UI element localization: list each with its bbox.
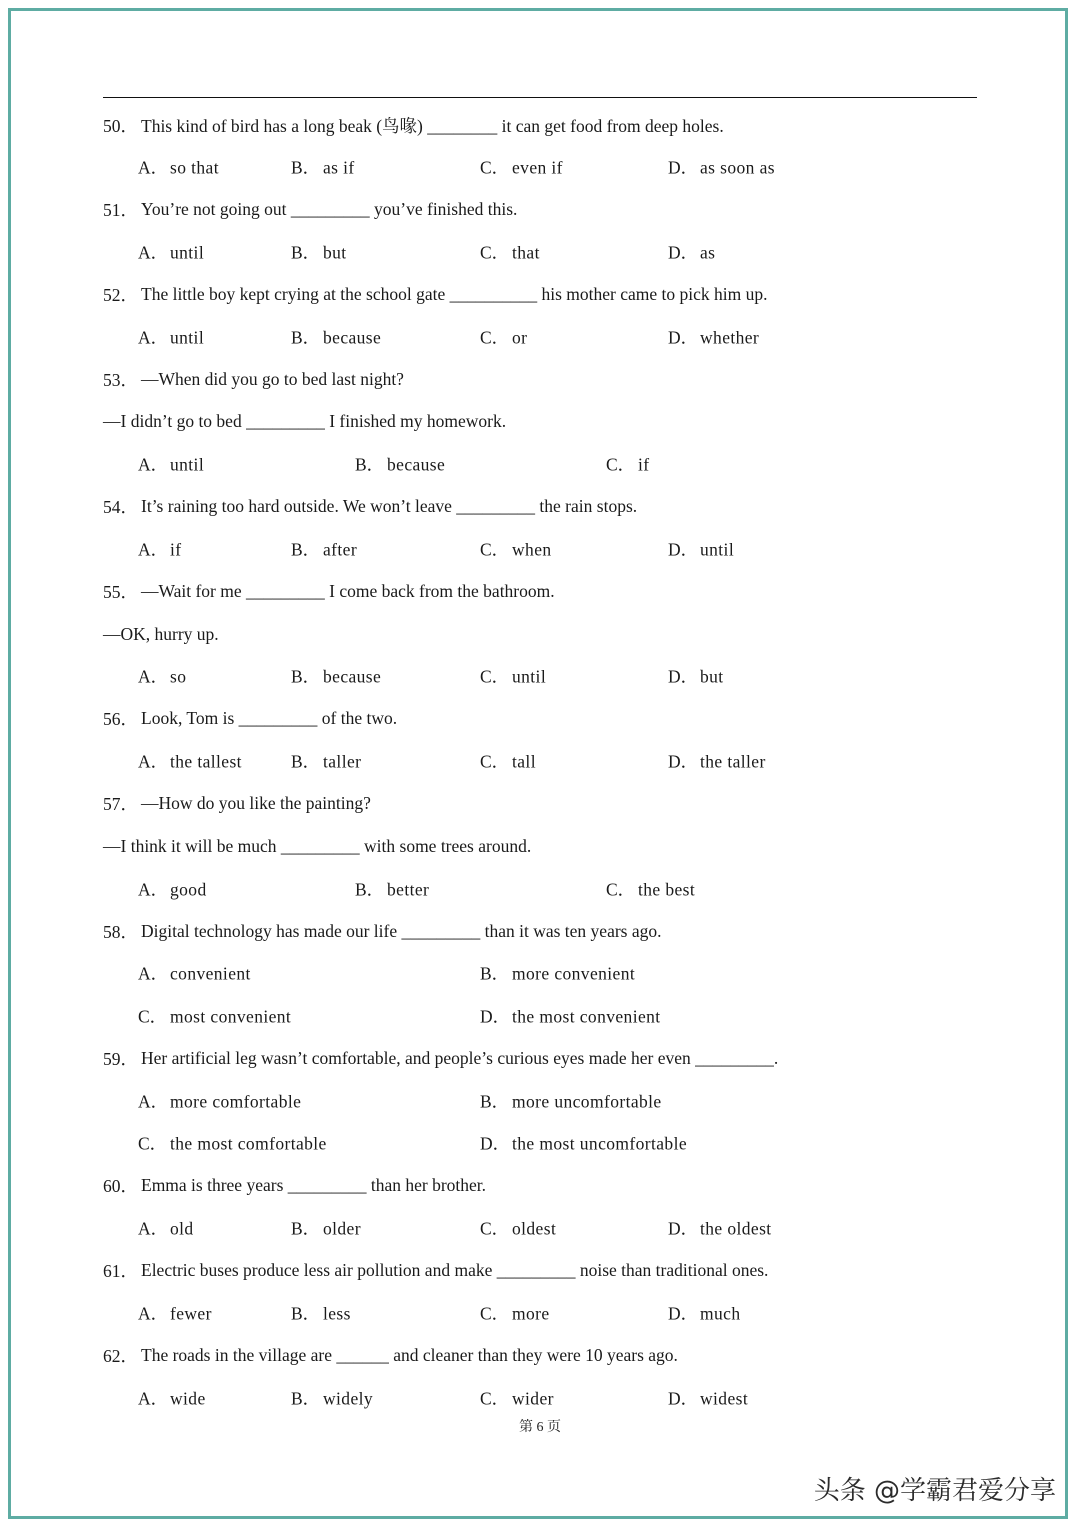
question-number: 54． — [103, 497, 138, 518]
option-letter: A． — [138, 454, 169, 475]
option-text: until — [700, 539, 735, 560]
question-58-stem — [103, 910, 977, 952]
option-a — [138, 1300, 212, 1325]
option-a — [138, 155, 219, 180]
option-text: older — [323, 1218, 361, 1239]
option-d — [668, 537, 734, 562]
option-a — [138, 325, 204, 350]
header-rule — [103, 97, 977, 98]
question-text: It’s raining too hard outside. We won’t leave _________ the rain stops. — [141, 496, 638, 517]
question-62-options — [103, 1376, 977, 1418]
option-c — [480, 537, 552, 562]
option-letter: A． — [138, 327, 169, 348]
question-55-options — [103, 655, 977, 697]
option-b — [291, 537, 357, 562]
option-text: taller — [323, 751, 362, 772]
question-number: 60． — [103, 1176, 138, 1197]
option-letter: D． — [668, 751, 699, 772]
option-text: old — [170, 1218, 194, 1239]
question-60-options — [103, 1207, 977, 1249]
option-text: so — [170, 666, 187, 687]
question-text: —Wait for me _________ I come back from the bathroom. — [141, 581, 555, 602]
option-text: widest — [700, 1388, 749, 1409]
option-letter: B． — [355, 454, 385, 475]
option-c — [138, 1003, 291, 1028]
question-54-stem — [103, 486, 977, 528]
question-number: 56． — [103, 709, 138, 730]
question-53-reply — [103, 401, 977, 443]
option-text: the best — [638, 879, 696, 900]
option-text: widely — [323, 1388, 374, 1409]
option-c — [606, 452, 650, 477]
question-53-stem — [103, 358, 977, 400]
question-58-options-ab — [103, 952, 977, 994]
option-a — [138, 240, 204, 265]
question-text: Look, Tom is _________ of the two. — [141, 708, 398, 729]
option-text: the most uncomfortable — [512, 1133, 688, 1154]
question-53-options — [103, 443, 977, 485]
option-letter: C． — [480, 1218, 510, 1239]
option-letter: B． — [355, 879, 385, 900]
option-letter: C． — [480, 242, 510, 263]
option-letter: B． — [291, 242, 321, 263]
dialogue-reply: —I think it will be much _________ with some trees around. — [103, 835, 532, 856]
option-text: when — [512, 539, 552, 560]
question-text: The roads in the village are ______ and cleaner than they were 10 years ago. — [141, 1344, 678, 1365]
question-text: Emma is three years _________ than her brother. — [141, 1175, 487, 1196]
question-61-stem — [103, 1249, 977, 1291]
option-letter: B． — [291, 327, 321, 348]
option-c — [480, 325, 527, 350]
option-letter: B． — [291, 1303, 321, 1324]
option-text: as if — [323, 157, 355, 178]
option-letter: C． — [138, 1006, 168, 1027]
option-text: that — [512, 242, 540, 263]
option-text: more uncomfortable — [512, 1091, 662, 1112]
option-d — [668, 240, 715, 265]
option-letter: B． — [291, 1218, 321, 1239]
option-a — [138, 876, 207, 901]
question-text: Electric buses produce less air pollution and make _________ noise than traditional ones. — [141, 1259, 769, 1280]
option-letter: D． — [668, 539, 699, 560]
option-a — [138, 1215, 194, 1240]
option-letter: B． — [291, 666, 321, 687]
option-letter: A． — [138, 879, 169, 900]
question-59-stem — [103, 1037, 977, 1079]
option-b — [291, 1215, 361, 1240]
option-text: until — [170, 454, 205, 475]
option-text: so that — [170, 157, 219, 178]
option-c — [480, 1385, 554, 1410]
option-letter: A． — [138, 1388, 169, 1409]
question-text: This kind of bird has a long beak (鸟喙) ________ it can get food from deep holes. — [141, 115, 724, 136]
option-letter: C． — [480, 157, 510, 178]
question-55-reply — [103, 613, 977, 655]
question-52-options — [103, 316, 977, 358]
option-text: because — [323, 666, 382, 687]
question-57-stem — [103, 783, 977, 825]
option-b — [355, 876, 429, 901]
option-text: but — [323, 242, 347, 263]
question-59-options-ab — [103, 1080, 977, 1122]
option-text: until — [512, 666, 547, 687]
option-b — [355, 452, 445, 477]
question-59-options-cd — [103, 1122, 977, 1164]
option-d — [668, 1215, 772, 1240]
option-text: the most comfortable — [170, 1133, 327, 1154]
option-text: fewer — [170, 1303, 212, 1324]
option-d — [480, 1131, 687, 1156]
option-d — [668, 1385, 748, 1410]
option-text: but — [700, 666, 724, 687]
option-a — [138, 452, 204, 477]
question-number: 57． — [103, 794, 138, 815]
dialogue-reply: —OK, hurry up. — [103, 623, 219, 644]
option-letter: C． — [606, 879, 636, 900]
option-text: the tallest — [170, 751, 242, 772]
option-text: less — [323, 1303, 351, 1324]
option-c — [480, 240, 540, 265]
option-text: wide — [170, 1388, 206, 1409]
option-letter: A． — [138, 539, 169, 560]
question-62-stem — [103, 1334, 977, 1376]
option-text: more convenient — [512, 963, 636, 984]
option-letter: D． — [668, 1303, 699, 1324]
question-52-stem — [103, 273, 977, 315]
option-letter: C． — [606, 454, 636, 475]
option-letter: C． — [480, 666, 510, 687]
option-b — [480, 1088, 662, 1113]
option-text: more comfortable — [170, 1091, 302, 1112]
option-text: if — [638, 454, 650, 475]
option-b — [291, 1300, 351, 1325]
option-letter: A． — [138, 666, 169, 687]
question-number: 59． — [103, 1048, 138, 1069]
option-text: the oldest — [700, 1218, 772, 1239]
option-text: convenient — [170, 963, 251, 984]
option-text: most convenient — [170, 1006, 292, 1027]
question-number: 58． — [103, 921, 138, 942]
option-letter: D． — [668, 1388, 699, 1409]
option-text: after — [323, 539, 358, 560]
option-d — [480, 1003, 661, 1028]
option-letter: A． — [138, 1303, 169, 1324]
question-number: 52． — [103, 285, 138, 306]
option-d — [668, 749, 766, 774]
option-letter: D． — [668, 1218, 699, 1239]
option-letter: D． — [480, 1006, 511, 1027]
question-58-options-cd — [103, 995, 977, 1037]
option-text: even if — [512, 157, 563, 178]
option-d — [668, 664, 724, 689]
question-number: 51． — [103, 200, 138, 221]
option-letter: B． — [291, 1388, 321, 1409]
question-60-stem — [103, 1164, 977, 1206]
question-text: You’re not going out _________ you’ve finished this. — [141, 199, 518, 220]
option-text: wider — [512, 1388, 554, 1409]
question-61-options — [103, 1292, 977, 1334]
option-text: if — [170, 539, 182, 560]
question-text: —How do you like the painting? — [141, 793, 371, 814]
question-number: 62． — [103, 1345, 138, 1366]
option-letter: C． — [480, 1388, 510, 1409]
option-letter: B． — [480, 1091, 510, 1112]
option-text: better — [387, 879, 430, 900]
option-letter: B． — [291, 539, 321, 560]
option-text: because — [387, 454, 446, 475]
option-letter: A． — [138, 751, 169, 772]
option-d — [668, 155, 775, 180]
option-text: as soon as — [700, 157, 775, 178]
option-text: tall — [512, 751, 536, 772]
option-b — [480, 961, 635, 986]
dialogue-reply: —I didn’t go to bed _________ I finished my homework. — [103, 411, 507, 432]
question-54-options — [103, 528, 977, 570]
question-number: 53． — [103, 370, 138, 391]
option-a — [138, 1385, 206, 1410]
option-text: as — [700, 242, 716, 263]
question-text: Her artificial leg wasn’t comfortable, and people’s curious eyes made her even _________. — [141, 1047, 779, 1068]
option-c — [138, 1131, 327, 1156]
option-d — [668, 1300, 740, 1325]
option-letter: B． — [291, 157, 321, 178]
option-c — [480, 155, 563, 180]
option-letter: A． — [138, 157, 169, 178]
question-text: —When did you go to bed last night? — [141, 369, 404, 390]
option-text: oldest — [512, 1218, 557, 1239]
option-a — [138, 961, 251, 986]
option-letter: B． — [480, 963, 510, 984]
option-letter: C． — [480, 1303, 510, 1324]
option-a — [138, 1088, 301, 1113]
option-text: more — [512, 1303, 550, 1324]
option-letter: A． — [138, 1218, 169, 1239]
option-text: the taller — [700, 751, 766, 772]
option-c — [480, 1300, 550, 1325]
option-letter: A． — [138, 963, 169, 984]
option-letter: A． — [138, 242, 169, 263]
option-letter: C． — [480, 539, 510, 560]
question-number: 50． — [103, 115, 138, 136]
question-56-stem — [103, 698, 977, 740]
option-letter: C． — [480, 751, 510, 772]
option-a — [138, 749, 242, 774]
question-number: 61． — [103, 1260, 138, 1281]
option-c — [480, 749, 536, 774]
option-letter: A． — [138, 1091, 169, 1112]
question-56-options — [103, 740, 977, 782]
option-b — [291, 749, 361, 774]
option-text: until — [170, 327, 205, 348]
option-b — [291, 664, 381, 689]
question-number: 55． — [103, 582, 138, 603]
question-57-reply — [103, 825, 977, 867]
option-b — [291, 240, 347, 265]
option-a — [138, 537, 182, 562]
option-text: much — [700, 1303, 741, 1324]
option-c — [480, 1215, 556, 1240]
question-50-options — [103, 146, 977, 188]
question-50-stem — [103, 104, 977, 146]
question-51-options — [103, 231, 977, 273]
option-text: until — [170, 242, 205, 263]
question-57-options — [103, 867, 977, 909]
option-text: good — [170, 879, 207, 900]
option-letter: D． — [480, 1133, 511, 1154]
option-d — [668, 325, 759, 350]
option-text: because — [323, 327, 382, 348]
option-b — [291, 325, 381, 350]
option-letter: C． — [138, 1133, 168, 1154]
option-letter: D． — [668, 242, 699, 263]
option-b — [291, 155, 355, 180]
option-letter: C． — [480, 327, 510, 348]
option-text: the most convenient — [512, 1006, 661, 1027]
question-list — [103, 104, 977, 1419]
option-letter: D． — [668, 157, 699, 178]
page-number: 第 6 页 — [519, 1420, 561, 1435]
option-c — [606, 876, 695, 901]
question-text: The little boy kept crying at the school gate __________ his mother came to pick him up. — [141, 284, 768, 305]
option-letter: D． — [668, 327, 699, 348]
option-text: or — [512, 327, 528, 348]
option-letter: B． — [291, 751, 321, 772]
question-55-stem — [103, 570, 977, 612]
option-b — [291, 1385, 373, 1410]
option-a — [138, 664, 186, 689]
question-text: Digital technology has made our life _________ than it was ten years ago. — [141, 920, 662, 941]
option-letter: D． — [668, 666, 699, 687]
option-text: whether — [700, 327, 760, 348]
source-watermark: 头条 @学霸君爱分享 — [813, 1476, 1056, 1506]
option-c — [480, 664, 546, 689]
question-51-stem — [103, 189, 977, 231]
